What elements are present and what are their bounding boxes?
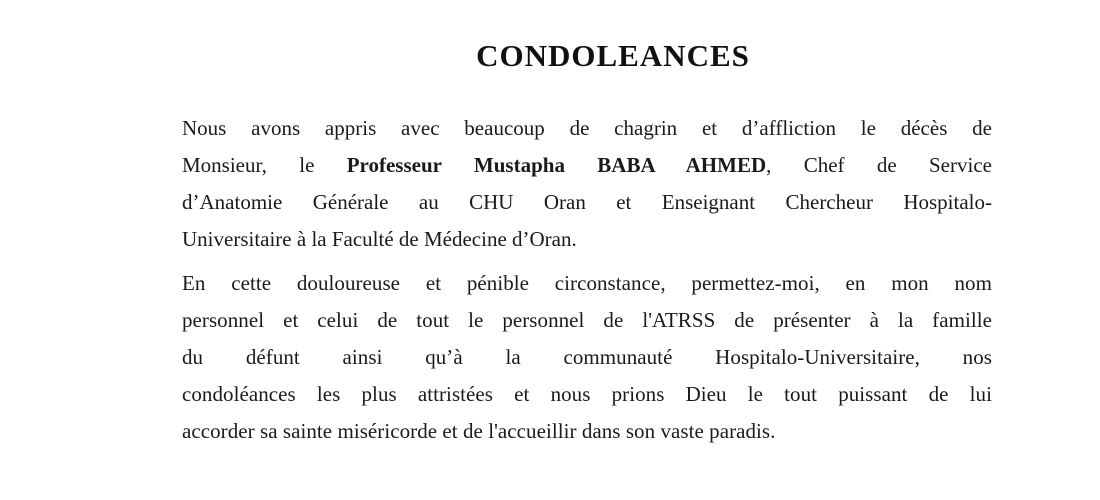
paragraph-line: personnel et celui de tout le personnel de l'ATRSS de présenter à la famille: [182, 308, 992, 332]
paragraph-line: Universitaire à la Faculté de Médecine d’Oran.: [182, 227, 577, 251]
paragraph-line: condoléances les plus attristées et nous prions Dieu le tout puissant de lui: [182, 382, 992, 406]
paragraph-line: accorder sa sainte miséricorde et de l'accueillir dans son vaste paradis.: [182, 419, 776, 443]
paragraph-line: du défunt ainsi qu’à la communauté Hospitalo-Universitaire, nos: [182, 345, 992, 369]
paragraph-announcement: [182, 110, 992, 258]
document-title: CONDOLEANCES: [476, 38, 750, 73]
paragraph-condolences: [182, 265, 992, 450]
text-segment: Monsieur, le: [182, 153, 347, 177]
paragraph-line: Nous avons appris avec beaucoup de chagrin et d’affliction le décès de: [182, 116, 992, 140]
paragraph-line: d’Anatomie Générale au CHU Oran et Enseignant Chercheur Hospitalo-: [182, 190, 992, 214]
paragraph-line: En cette douloureuse et pénible circonstance, permettez-moi, en mon nom: [182, 271, 992, 295]
deceased-name: Professeur Mustapha BABA AHMED: [346, 153, 767, 177]
text-segment: , Chef de Service: [766, 153, 992, 177]
paragraph-line: [182, 147, 992, 184]
